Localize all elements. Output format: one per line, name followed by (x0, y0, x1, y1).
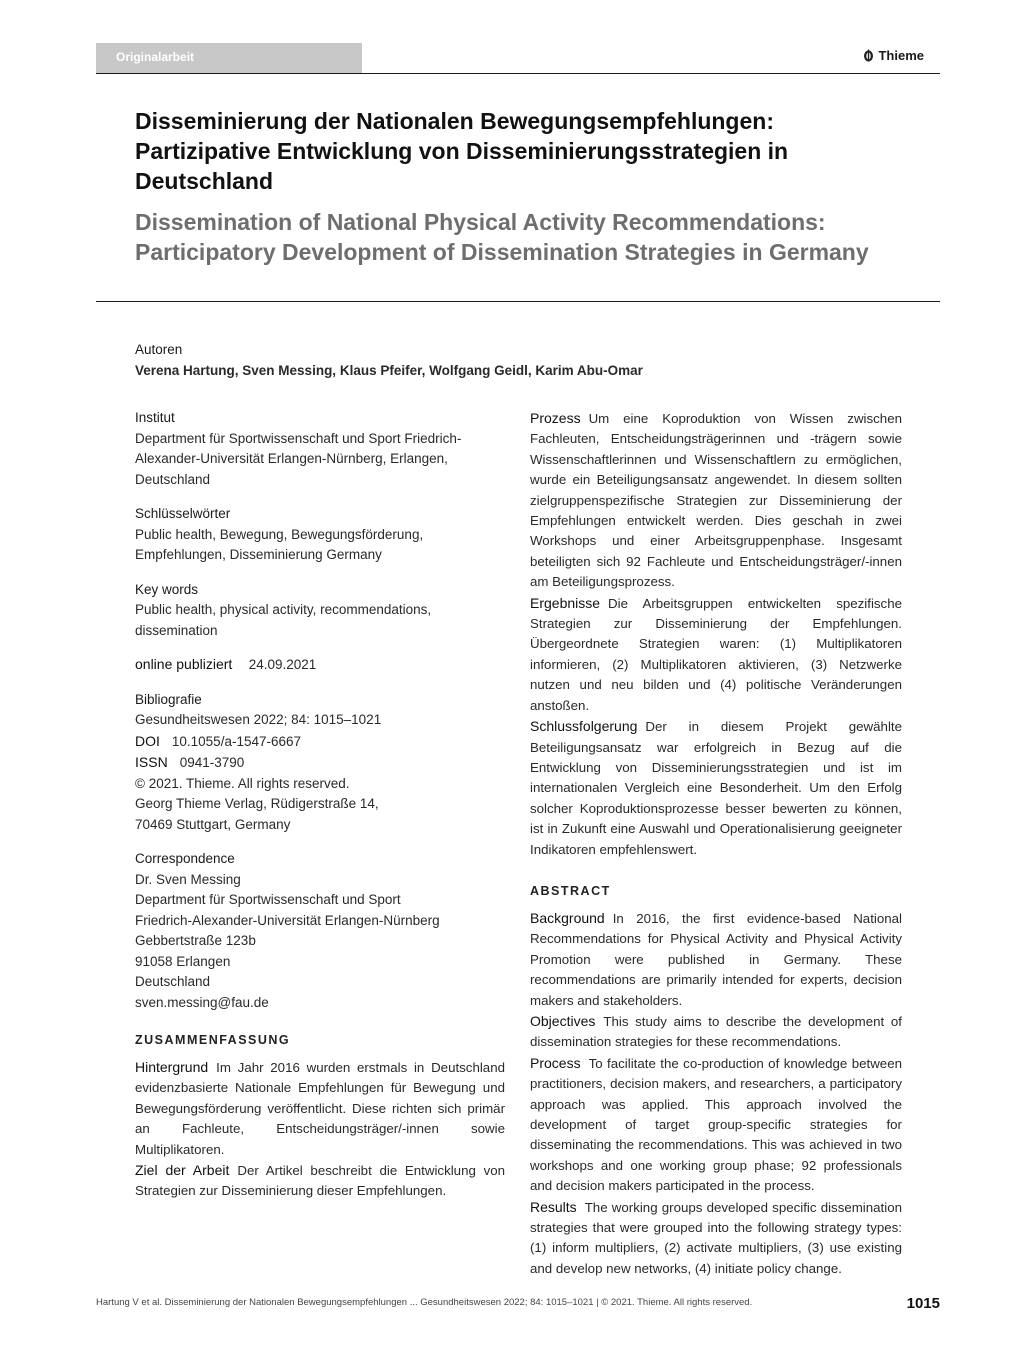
correspondence-line: Friedrich-Alexander-Universität Erlangen-Nürnberg (135, 912, 440, 928)
background-paragraph (530, 908, 902, 1011)
institute-line: Deutschland (135, 471, 211, 487)
correspondence-line: 91058 Erlangen (135, 953, 231, 969)
process-text: To facilitate the co-production of knowledge between practitioners, decision makers, and researchers, a participatory approach was applied. This approach involved the development of target group-specific strategies for disseminating the recommendations. This was achieved in two workshops and one working group phase; 92 professionals and decision makers participated in the process. (530, 1055, 902, 1194)
keywords-de-block (135, 504, 505, 566)
copyright-line: © 2021. Thieme. All rights reserved. (135, 775, 350, 791)
correspondence-line: Department für Sportwissenschaft und Sport (135, 892, 401, 907)
correspondence-email[interactable]: sven.messing@fau.de (135, 994, 269, 1010)
keywords-en-line: dissemination (135, 622, 218, 638)
prozess-paragraph (530, 408, 902, 593)
bibliography-citation: Gesundheitswesen 2022; 84: 1015–1021 (135, 712, 382, 727)
ziel-head: Ziel der Arbeit (135, 1162, 230, 1179)
keywords-de-line: Empfehlungen, Disseminierung Germany (135, 547, 382, 562)
keywords-en-block (135, 580, 505, 642)
left-column (135, 408, 505, 1202)
published-label: online publiziert (135, 656, 233, 672)
correspondence-line: Gebbertstraße 123b (135, 933, 256, 948)
correspondence-label: Correspondence (135, 851, 235, 866)
keywords-de-label: Schlüsselwörter (135, 506, 231, 521)
institute-label: Institut (135, 410, 175, 425)
schluss-head: Schlussfolgerung (530, 718, 638, 735)
results-paragraph (530, 1197, 902, 1280)
objectives-text: This study aims to describe the development of dissemination strategies for these recommendations. (530, 1013, 902, 1050)
keywords-de-line: Public health, Bewegung, Bewegungsförderung, (135, 526, 424, 542)
doi-label: DOI (135, 732, 160, 749)
background-text: In 2016, the first evidence-based National Recommendations for Physical Activity and Physical Activity Promotion were published in Germany. These recommendations are primarily intended for experts, decision makers and stakeholders. (530, 910, 902, 1008)
abstract-section (530, 884, 902, 1279)
published-block (135, 655, 505, 676)
hintergrund-text: Im Jahr 2016 wurden erstmals in Deutschland evidenzbasierte Nationale Empfehlungen für Bewegung und Bewegungsförderung veröffentlicht. Diese richten sich primär an Fachleute, Entscheidungsträger/-innen sowie Multiplikatoren. (135, 1060, 505, 1157)
institute-block (135, 408, 505, 490)
authors-label: Autoren (135, 342, 183, 357)
correspondence-block (135, 849, 505, 1013)
ergebnisse-head: Ergebnisse (530, 594, 601, 611)
title-german: Disseminierung der Nationalen Bewegungsempfehlungen: Partizipative Entwicklung von Disseminierungsstrategien in Deutschland (135, 108, 789, 194)
doi-value[interactable]: 10.1055/a-1547-6667 (171, 733, 302, 749)
right-column (530, 408, 902, 1279)
issn-label: ISSN (135, 754, 168, 770)
prozess-head: Prozess (530, 410, 581, 426)
schluss-paragraph (530, 716, 902, 860)
title-rule (96, 301, 940, 302)
thieme-logo-icon (863, 49, 874, 62)
published-date: 24.09.2021 (248, 657, 317, 672)
institute-line: Alexander-Universität Erlangen-Nürnberg, Erlangen, (135, 451, 448, 466)
keywords-en-label: Key words (135, 581, 199, 597)
section-label: Originalarbeit (96, 43, 362, 74)
objectives-head: Objectives (530, 1012, 596, 1029)
process-head: Process (530, 1054, 581, 1071)
process-paragraph (530, 1053, 902, 1197)
ziel-paragraph (135, 1160, 505, 1202)
title-english: Dissemination of National Physical Activity Recommendations: Participatory Development of Dissemination Strategies in Germany (135, 209, 869, 265)
footer-citation: Hartung V et al. Disseminierung der Nationalen Bewegungsempfehlungen ... Gesundheitswesen 2022; 84: 1015–1021 | © 2021. Thieme. All rights reserved. (96, 1297, 753, 1308)
issn-value: 0941-3790 (179, 755, 245, 770)
bibliography-block (135, 690, 505, 836)
keywords-en-line: Public health, physical activity, recommendations, (135, 602, 432, 617)
correspondence-line: Deutschland (135, 974, 211, 989)
authors-names: Verena Hartung, Sven Messing, Klaus Pfeifer, Wolfgang Geidl, Karim Abu-Omar (135, 362, 643, 378)
publisher-brand (863, 48, 924, 63)
bibliography-label: Bibliografie (135, 691, 202, 707)
authors-block (135, 340, 915, 381)
zusammenfassung-heading: ZUSAMMENFASSUNG (135, 1033, 291, 1047)
objectives-paragraph (530, 1011, 902, 1053)
institute-line: Department für Sportwissenschaft und Sport Friedrich- (135, 430, 462, 446)
abstract-heading: ABSTRACT (530, 883, 611, 898)
header-rule (96, 73, 940, 74)
publisher-name: Thieme (878, 48, 924, 63)
results-head: Results (530, 1198, 577, 1215)
hintergrund-paragraph (135, 1057, 505, 1160)
results-text: The working groups developed specific dissemination strategies that were grouped into the following strategy types: (1) inform multipliers, (2) activate multipliers, (3) use existing and develop new networks, (4) initiate policy change. (530, 1199, 902, 1276)
publisher-address: 70469 Stuttgart, Germany (135, 816, 291, 832)
ergebnisse-paragraph (530, 593, 902, 716)
ziel-text: Der Artikel beschreibt die Entwicklung von Strategien zur Disseminierung dieser Empfehlungen. (135, 1163, 506, 1199)
schluss-text: Der in diesem Projekt gewählte Beteiligungsansatz war erfolgreich in Bezug auf die Entwicklung von Disseminierungsstrategien und ist im internationalen Vergleich eine Besonderheit. Um den Erfolg solcher Koproduktionsprozesse besser bewerten zu können, ist in Zukunft eine Auswahl und Operationalisierung geeigneter Indikatoren empfehlenswert. (530, 719, 902, 857)
correspondence-line: Dr. Sven Messing (135, 871, 241, 887)
page-number: 1015 (906, 1295, 940, 1312)
hintergrund-head: Hintergrund (135, 1059, 209, 1075)
background-head: Background (530, 909, 605, 926)
prozess-text: Um eine Koproduktion von Wissen zwischen Fachleuten, Entscheidungsträgerinnen und -trägern sowie Wissenschaftlerinnen und Wissenschaftlern zu ermöglichen, wurde ein Beteiligungsansatz angewendet. In diesem sollten zielgruppenspezifische Strategien zur Disseminierung der Empfehlungen entwickelt werden. Dies geschah in zwei Workshops und einer Arbeitsgruppenphase. Insgesamt beteiligten sich 92 Fachleute und Entscheidungsträger/-innen am Beteiligungsprozess. (530, 411, 902, 590)
ergebnisse-text: Die Arbeitsgruppen entwickelten spezifische Strategien zur Disseminierung der Empfehlungen. Übergeordnete Strategien waren: (1) Multiplikatoren informieren, (2) Multiplikatoren aktivieren, (3) Netzwerke nutzen und neu bilden und (4) politische Veränderungen anstoßen. (530, 595, 902, 713)
zusammenfassung-start (135, 1033, 505, 1202)
publisher-address: Georg Thieme Verlag, Rüdigerstraße 14, (135, 796, 379, 811)
